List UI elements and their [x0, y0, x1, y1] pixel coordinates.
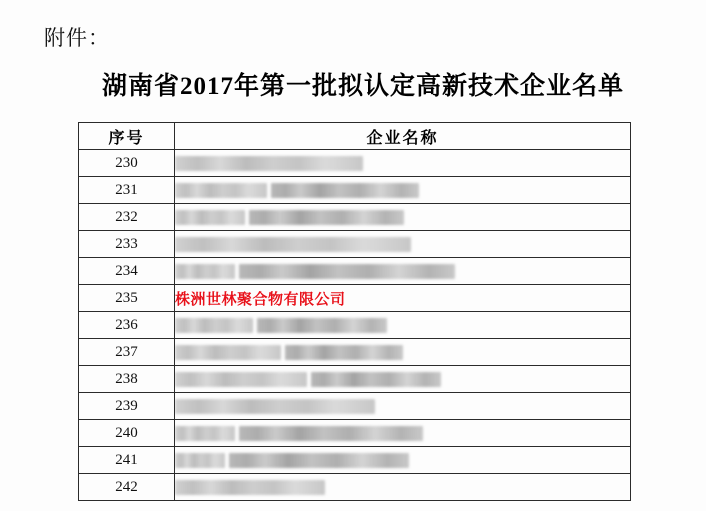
enterprise-name-cell — [175, 420, 631, 447]
table-row — [79, 231, 631, 258]
table-row — [79, 447, 631, 474]
table-row — [79, 150, 631, 177]
row-number: 242 — [79, 474, 175, 501]
table-row — [79, 393, 631, 420]
redacted-text-block — [271, 183, 419, 198]
table-row — [79, 420, 631, 447]
enterprise-name-cell — [175, 150, 631, 177]
redacted-text-block — [175, 399, 375, 414]
redacted-text-block — [175, 318, 253, 333]
enterprise-name-cell — [175, 474, 631, 501]
redacted-text-block — [239, 426, 423, 441]
redacted-text-block — [175, 264, 235, 279]
table-row — [79, 285, 631, 312]
row-number: 230 — [79, 150, 175, 177]
redacted-text-block — [249, 210, 404, 225]
row-number: 234 — [79, 258, 175, 285]
column-header-name: 企业名称 — [175, 123, 631, 150]
redacted-text-block — [175, 372, 307, 387]
table-row — [79, 366, 631, 393]
enterprise-name-cell — [175, 312, 631, 339]
redacted-text-block — [229, 453, 409, 468]
enterprise-name-cell — [175, 393, 631, 420]
row-number: 239 — [79, 393, 175, 420]
table-row — [79, 339, 631, 366]
redacted-text-block — [175, 480, 325, 495]
redacted-text-block — [257, 318, 387, 333]
table-row — [79, 258, 631, 285]
redacted-text-block — [311, 372, 441, 387]
redacted-text-block — [239, 264, 455, 279]
row-number: 233 — [79, 231, 175, 258]
enterprise-name-cell — [175, 231, 631, 258]
redacted-text-block — [175, 156, 363, 171]
row-number: 238 — [79, 366, 175, 393]
redacted-text-block — [175, 237, 411, 252]
table-row — [79, 312, 631, 339]
row-number: 232 — [79, 204, 175, 231]
row-number: 241 — [79, 447, 175, 474]
redacted-text-block — [175, 183, 267, 198]
column-header-no: 序号 — [79, 123, 175, 150]
enterprise-list-table — [78, 122, 631, 501]
redacted-text-block — [175, 345, 281, 360]
enterprise-name-cell — [175, 177, 631, 204]
table-row — [79, 177, 631, 204]
enterprise-name-cell — [175, 366, 631, 393]
redacted-text-block — [175, 453, 225, 468]
enterprise-name-cell — [175, 447, 631, 474]
row-number: 231 — [79, 177, 175, 204]
table-header-row — [79, 123, 631, 150]
page-title: 湖南省2017年第一批拟认定高新技术企业名单 — [101, 73, 624, 100]
enterprise-name-cell — [175, 285, 631, 312]
redacted-text-block — [285, 345, 403, 360]
highlighted-enterprise-name: 株洲世林聚合物有限公司 — [175, 291, 346, 308]
enterprise-name-cell — [175, 339, 631, 366]
enterprise-name-cell — [175, 258, 631, 285]
row-number: 236 — [79, 312, 175, 339]
row-number: 235 — [79, 285, 175, 312]
table-body — [79, 150, 631, 501]
table-row — [79, 204, 631, 231]
row-number: 240 — [79, 420, 175, 447]
row-number: 237 — [79, 339, 175, 366]
attachment-label: 附件： — [44, 26, 110, 50]
redacted-text-block — [175, 210, 245, 225]
enterprise-name-cell — [175, 204, 631, 231]
table-row — [79, 474, 631, 501]
redacted-text-block — [175, 426, 235, 441]
